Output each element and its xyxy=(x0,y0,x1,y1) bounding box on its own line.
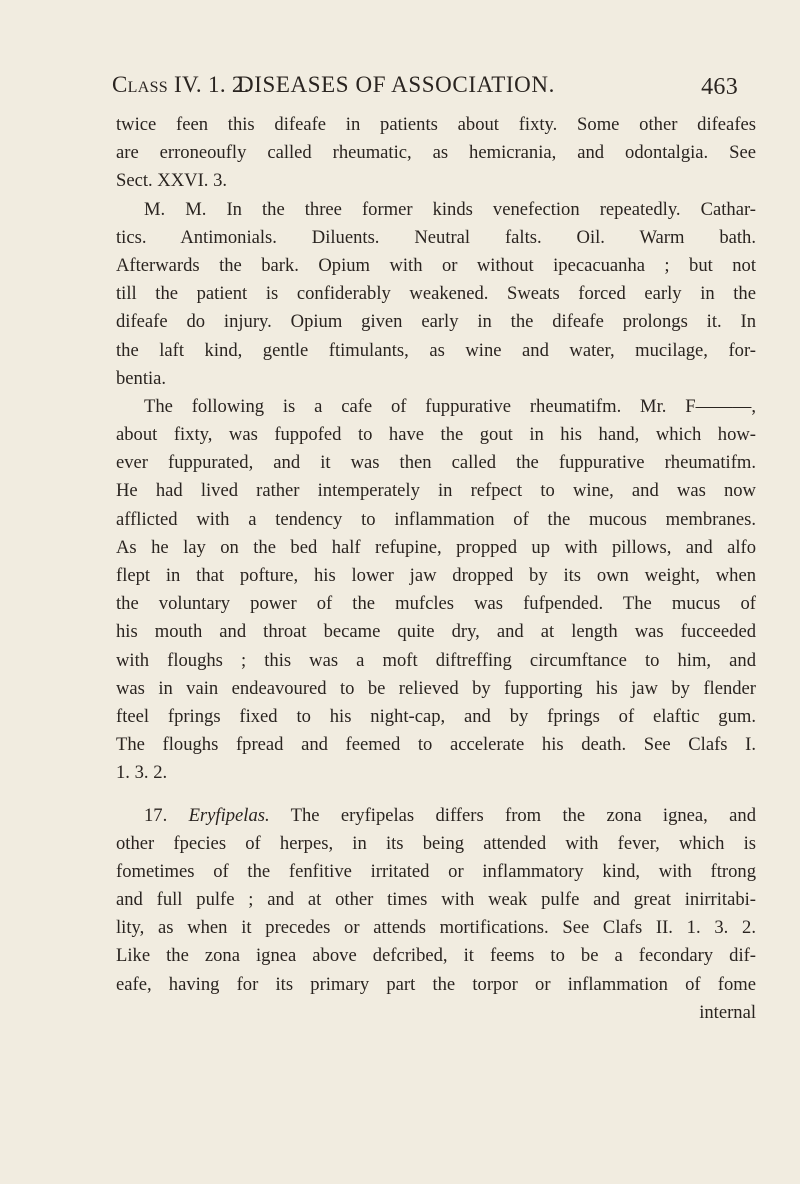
text-line: fteel fprings fixed to his night-cap, and by fprings of elaftic gum. xyxy=(116,705,756,727)
paragraph-1 xyxy=(116,111,756,196)
paragraph-gap xyxy=(116,788,756,802)
text-line: He had lived rather intemperately in refpect to wine, and was now xyxy=(116,480,756,502)
text-line: fometimes of the fenfitive irritated or inflammatory kind, with ftrong xyxy=(116,860,756,882)
text-line: The floughs fpread and feemed to accelerate his death. See Clafs I. xyxy=(116,734,756,756)
text-line: tics. Antimonials. Diluents. Neutral falts. Oil. Warm bath. xyxy=(116,226,756,248)
text-line: twice feen this difeafe in patients about fixty. Some other difeafes xyxy=(116,114,756,135)
text-line: lity, as when it precedes or attends mortifications. See Clafs II. 1. 3. 2. xyxy=(116,917,756,939)
section-title: Eryfipelas. xyxy=(188,804,270,826)
text-line: Afterwards the bark. Opium with or without ipecacuanha ; but not xyxy=(116,254,756,276)
body-text xyxy=(116,111,756,1027)
page-number: 463 xyxy=(701,74,738,100)
text-line: bentia. xyxy=(116,367,167,389)
text-line: Sect. XXVI. 3. xyxy=(116,170,228,192)
text-line: flept in that pofture, his lower jaw dropped by its own weight, when xyxy=(116,565,756,586)
text-line: other fpecies of herpes, in its being attended with fever, which is xyxy=(116,832,756,854)
class-label: Class IV. 1. 2. xyxy=(112,72,250,97)
section-17 xyxy=(116,802,756,1028)
text-line: his mouth and throat became quite dry, and at length was fucceeded xyxy=(116,621,756,643)
text-line: till the patient is confiderably weakened. Sweats forced early in the xyxy=(116,283,756,305)
text-line: afflicted with a tendency to inflammation of the mucous membranes. xyxy=(116,508,756,530)
text-line: As he lay on the bed half refupine, propped up with pillows, and alfo xyxy=(116,536,756,558)
section-number: 17. xyxy=(144,804,168,826)
text-line: and full pulfe ; and at other times with weak pulfe and great inirritabi- xyxy=(116,889,756,911)
text-line: Like the zona ignea above defcribed, it feems to be a fecondary dif- xyxy=(116,945,756,967)
text-line: eafe, having for its primary part the torpor or inflammation of fome xyxy=(116,973,756,995)
text-line: the laft kind, gentle ftimulants, as wine and water, mucilage, for- xyxy=(116,339,756,361)
text-line: are erroneoufly called rheumatic, as hemicrania, and odontalgia. See xyxy=(116,142,756,164)
text-line: was in vain endeavoured to be relieved by fupporting his jaw by flender xyxy=(116,677,756,699)
text-line: 1. 3. 2. xyxy=(116,762,168,784)
text-line: the voluntary power of the mufcles was fufpended. The mucus of xyxy=(116,593,756,615)
text-line: ever fuppurated, and it was then called the fuppurative rheumatifm. xyxy=(116,452,756,474)
text-line: difeafe do injury. Opium given early in the difeafe prolongs it. In xyxy=(116,311,756,333)
text-line-fragment: The eryfipelas differs from the zona ignea, and xyxy=(290,804,756,826)
chapter-title: DISEASES OF ASSOCIATION. xyxy=(237,72,555,97)
text-line: The following is a cafe of fuppurative rheumatifm. Mr. F———, xyxy=(144,395,756,417)
text-line: M. M. In the three former kinds venefection repeatedly. Cathar- xyxy=(144,198,756,220)
paragraph-3 xyxy=(116,393,756,788)
section-first-line xyxy=(116,802,756,830)
text-line: about fixty, was fuppofed to have the gout in his hand, which how- xyxy=(116,424,756,446)
paragraph-2 xyxy=(116,196,756,393)
text-line: with floughs ; this was a moft diftreffing circumftance to him, and xyxy=(116,649,756,671)
running-header xyxy=(112,72,752,108)
catchword: internal xyxy=(699,1001,756,1023)
